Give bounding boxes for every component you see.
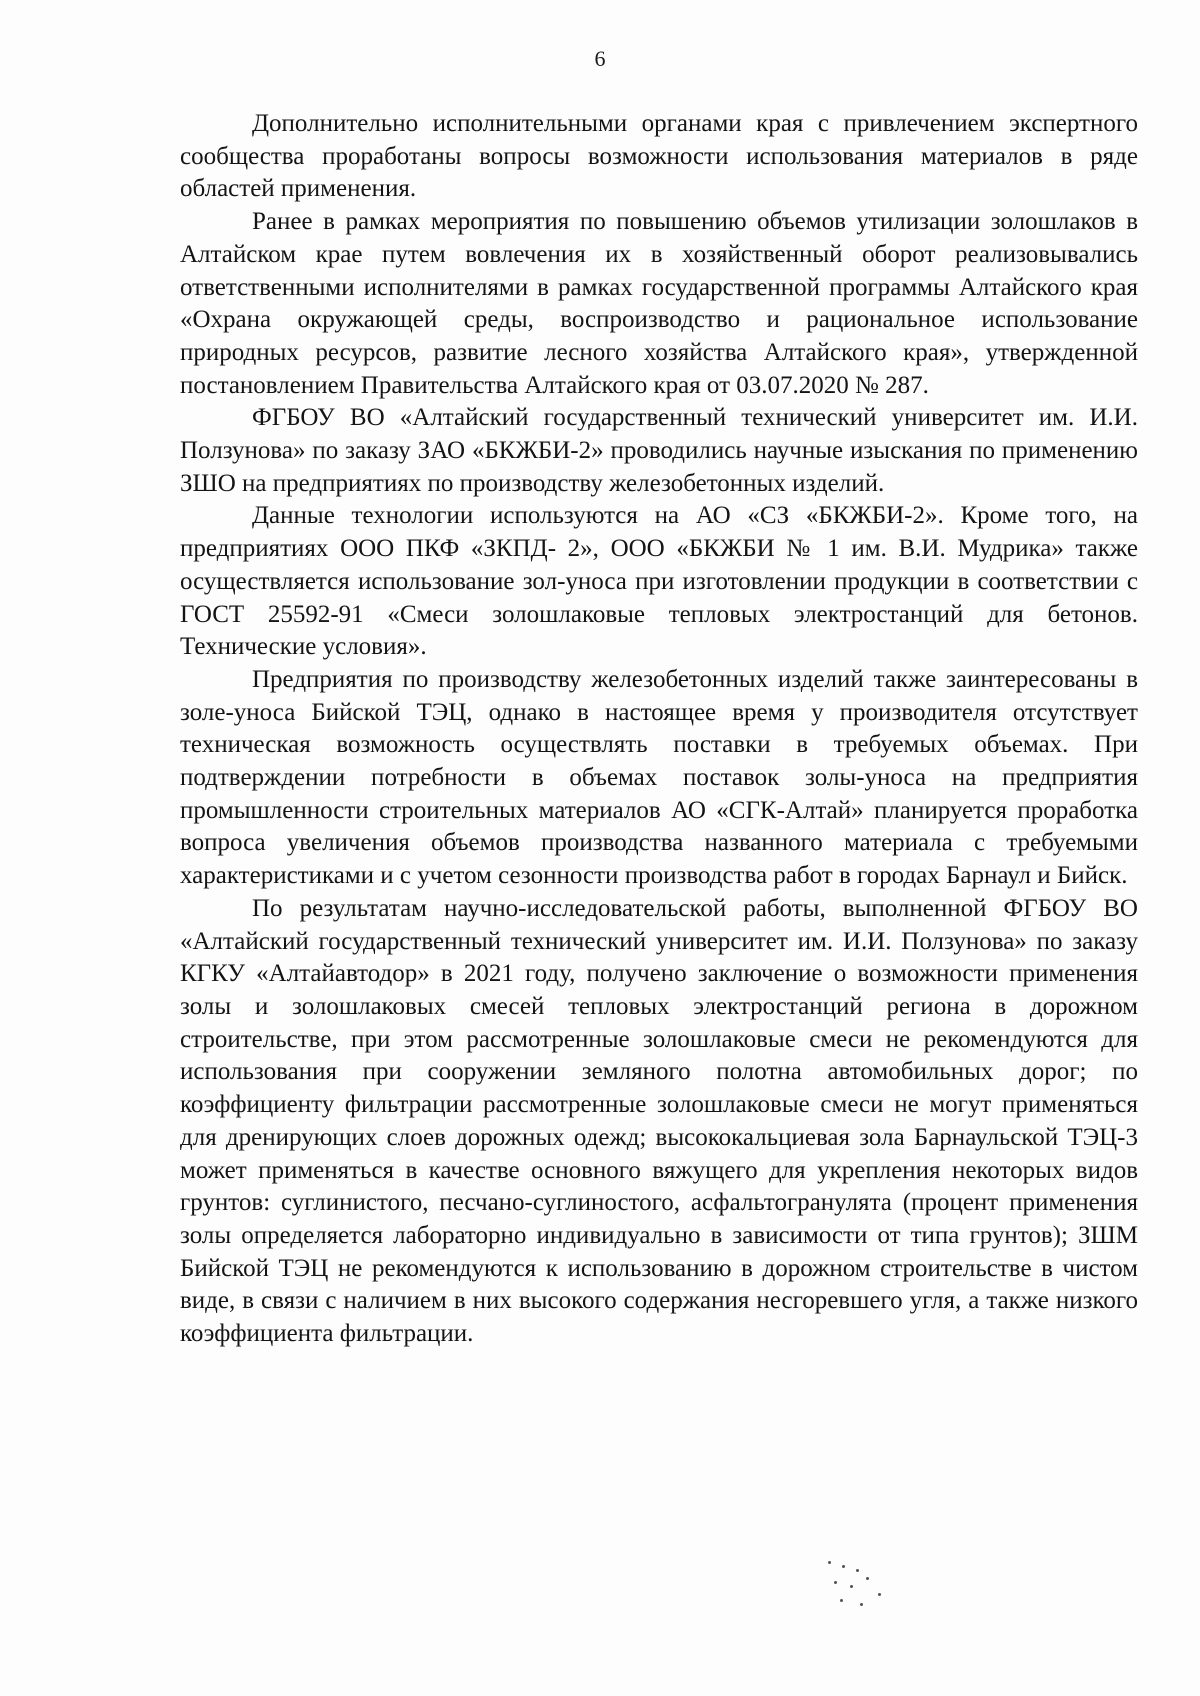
paragraph: Данные технологии используются на АО «СЗ «БКЖБИ-2». Кроме того, на предприятиях ООО ПКФ «ЗКПД- 2», ООО «БКЖБИ № 1 им. В.И. Мудрика» также осуществляется использование зол-уноса при изготовлении продукции в соответствии с ГОСТ 25592-91 «Смеси золошлаковые тепловых электростанций для бетонов. Технические условия». (180, 502, 1138, 661)
paragraph: Дополнительно исполнительными органами края с привлечением экспертного сообщества проработаны вопросы возможности использования материалов в ряде областей применения. (180, 110, 1138, 203)
paragraph: Предприятия по производству железобетонных изделий также заинтересованы в золе-уноса Бийской ТЭЦ, однако в настоящее время у производителя отсутствует техническая возможность осуществлять поставки в требуемых объемах. При подтверждении потребности в объемах поставок золы-уноса на предприятия промышленности строительных материалов АО «СГК-Алтай» планируется проработка вопроса увеличения объемов производства названного материала с требуемыми характеристиками и с учетом сезонности производства работ в городах Барнаул и Бийск. (180, 665, 1138, 890)
paragraph: ФГБОУ ВО «Алтайский государственный технический университет им. И.И. Ползунова» по заказу ЗАО «БКЖБИ-2» проводились научные изыскания по применению ЗШО на предприятиях по производству железобетонных изделий. (180, 404, 1138, 497)
document-body (180, 108, 1138, 1351)
paragraph: Ранее в рамках мероприятия по повышению объемов утилизации золошлаков в Алтайском крае путем вовлечения их в хозяйственный оборот реализовывались ответственными исполнителями в рамках государственной программы Алтайского края «Охрана окружающей среды, воспроизводство и рациональное использование природных ресурсов, развитие лесного хозяйства Алтайского края», утвержденной постановлением Правительства Алтайского края от 03.07.2020 № 287. (180, 208, 1138, 399)
scan-specks (820, 1555, 910, 1625)
paragraph: По результатам научно-исследовательской работы, выполненной ФГБОУ ВО «Алтайский государственный технический университет им. И.И. Ползунова» по заказу КГКУ «Алтайавтодор» в 2021 году, получено заключение о возможности применения золы и золошлаковых смесей тепловых электростанций региона в дорожном строительстве, при этом рассмотренные золошлаковые смеси не рекомендуются для использования при сооружении земляного полотна автомобильных дорог; по коэффициенту фильтрации рассмотренные золошлаковые смеси не могут применяться для дренирующих слоев дорожных одежд; высококальциевая зола Барнаульской ТЭЦ-3 может применяться в качестве основного вяжущего для укрепления некоторых видов грунтов: суглинистого, песчано-суглиностого, асфальтогранулята (процент применения золы определяется лабораторно индивидуально в зависимости от типа грунтов); ЗШМ Бийской ТЭЦ не рекомендуются к использованию в дорожном строительстве в чистом виде, в связи с наличием в них высокого содержания несгоревшего угля, а также низкого коэффициента фильтрации. (180, 894, 1138, 1348)
page-number: 6 (594, 46, 606, 71)
